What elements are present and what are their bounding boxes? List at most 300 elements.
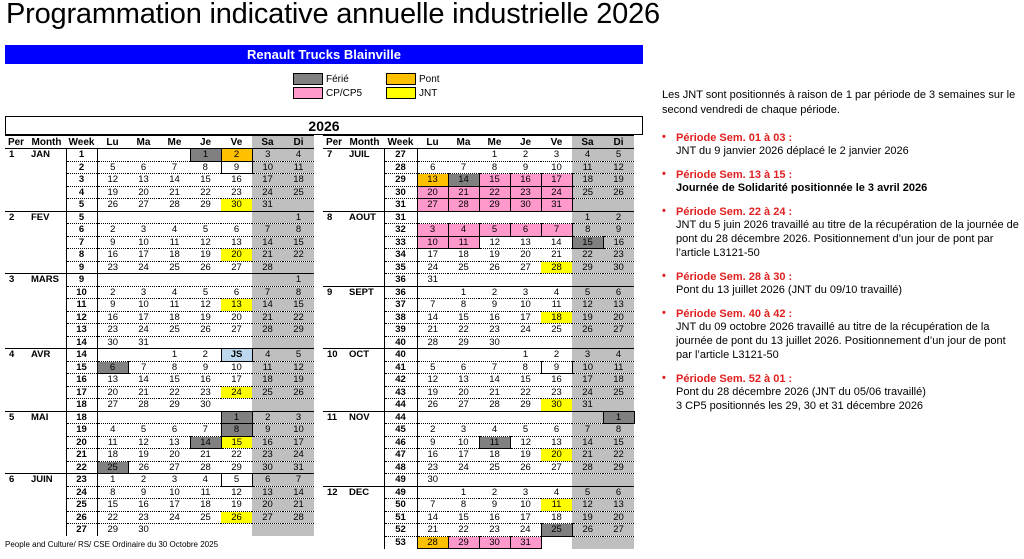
period-number <box>5 374 27 387</box>
legend-ferie-swatch <box>293 73 323 85</box>
day-cell: 1 <box>448 486 479 499</box>
day-cell: 20 <box>97 386 128 399</box>
day-cell: 11 <box>159 299 190 312</box>
day-cell: 10 <box>128 236 159 249</box>
week-number: 20 <box>66 436 97 449</box>
day-cell <box>283 261 314 274</box>
week-row <box>323 211 634 224</box>
note-body: Journée de Solidarité positionnée le 3 avril 2026 <box>676 182 928 194</box>
week-row <box>323 486 634 499</box>
day-cell: 11 <box>252 361 283 374</box>
day-cell: 28 <box>572 461 603 474</box>
month-name <box>27 299 66 312</box>
day-cell: 27 <box>221 324 252 337</box>
period-number <box>323 361 345 374</box>
week-row <box>5 324 314 337</box>
day-cell: 11 <box>541 299 572 312</box>
period-number <box>5 261 27 274</box>
day-cell: 9 <box>221 161 252 174</box>
week-number: 44 <box>384 411 417 424</box>
period-number <box>323 449 345 462</box>
day-cell: 9 <box>541 361 572 374</box>
month-name: JUIL <box>345 149 384 162</box>
day-cell: 21 <box>479 386 510 399</box>
week-row <box>323 511 634 524</box>
day-cell: 26 <box>603 186 634 199</box>
day-cell: 25 <box>252 386 283 399</box>
period-number <box>5 286 27 299</box>
period-number <box>5 174 27 187</box>
month-name <box>27 436 66 449</box>
day-cell: 15 <box>510 374 541 387</box>
day-cell: 12 <box>221 486 252 499</box>
day-cell: 20 <box>221 311 252 324</box>
week-row <box>323 411 634 424</box>
day-cell <box>159 524 190 536</box>
day-cell: 15 <box>283 236 314 249</box>
day-cell <box>510 411 541 424</box>
day-cell: 21 <box>541 249 572 262</box>
month-name <box>27 499 66 512</box>
day-cell <box>603 474 634 487</box>
notes-list <box>662 132 1022 413</box>
day-cell <box>417 149 448 162</box>
week-row <box>5 374 314 387</box>
day-cell: 23 <box>479 524 510 537</box>
day-cell: 16 <box>190 374 221 387</box>
day-cell: 22 <box>283 249 314 262</box>
day-cell: 16 <box>510 174 541 187</box>
day-cell: 12 <box>572 299 603 312</box>
day-cell: 28 <box>190 461 221 474</box>
day-cell: 30 <box>479 336 510 349</box>
day-cell: 17 <box>252 174 283 187</box>
day-cell <box>572 199 603 212</box>
day-cell: 22 <box>97 511 128 524</box>
day-cell: 8 <box>159 361 190 374</box>
col-header: Di <box>283 136 314 149</box>
period-number <box>5 449 27 462</box>
week-number: 30 <box>384 186 417 199</box>
day-cell: 13 <box>97 374 128 387</box>
day-cell: 24 <box>221 386 252 399</box>
day-cell: 18 <box>541 511 572 524</box>
day-cell <box>283 399 314 412</box>
day-cell: 19 <box>572 311 603 324</box>
day-cell: 5 <box>97 161 128 174</box>
day-cell: 1 <box>97 474 128 487</box>
day-cell: 6 <box>252 474 283 487</box>
day-cell: 5 <box>283 349 314 362</box>
week-number: 32 <box>384 224 417 237</box>
day-cell: 24 <box>159 511 190 524</box>
day-cell: 18 <box>159 249 190 262</box>
week-number: 43 <box>384 386 417 399</box>
day-cell: 9 <box>190 361 221 374</box>
day-cell: 24 <box>417 261 448 274</box>
period-number <box>323 261 345 274</box>
note-body: JNT du 5 juin 2026 travaillé au titre de la récupération de la journée de pont du 28 décembre 2026. Positionnement d’un jour de pont par l’article L3121-50 <box>676 219 1019 259</box>
day-cell <box>159 149 190 162</box>
day-cell: 24 <box>510 324 541 337</box>
period-number: 11 <box>323 411 345 424</box>
week-number: 25 <box>66 499 97 512</box>
week-number: 22 <box>66 461 97 474</box>
day-cell: 23 <box>128 511 159 524</box>
week-number: 11 <box>66 299 97 312</box>
day-cell: 1 <box>510 349 541 362</box>
month-name <box>345 524 384 537</box>
week-row <box>323 174 634 187</box>
week-row <box>5 386 314 399</box>
col-header: Me <box>159 136 190 149</box>
day-cell: 28 <box>479 399 510 412</box>
week-number: 40 <box>384 349 417 362</box>
day-cell: 11 <box>541 499 572 512</box>
day-cell: 28 <box>128 399 159 412</box>
day-cell: 1 <box>159 349 190 362</box>
month-name <box>27 224 66 237</box>
day-cell: 15 <box>221 436 252 449</box>
day-cell: 5 <box>510 424 541 437</box>
day-cell <box>479 349 510 362</box>
day-cell: 10 <box>572 361 603 374</box>
day-cell: 8 <box>572 224 603 237</box>
week-number: 2 <box>66 161 97 174</box>
day-cell: 19 <box>572 511 603 524</box>
period-number <box>323 461 345 474</box>
site-banner: Renault Trucks Blainville <box>5 45 643 64</box>
day-cell: 17 <box>417 249 448 262</box>
day-cell: 16 <box>479 311 510 324</box>
week-number: 17 <box>66 386 97 399</box>
note-heading: • Période Sem. 28 à 30 : <box>662 271 1022 283</box>
week-row <box>323 299 634 312</box>
period-number: 2 <box>5 211 27 224</box>
week-number: 35 <box>384 261 417 274</box>
period-number <box>323 249 345 262</box>
day-cell <box>572 474 603 487</box>
day-cell <box>283 336 314 349</box>
period-number <box>323 299 345 312</box>
day-cell: 1 <box>448 286 479 299</box>
week-row <box>5 311 314 324</box>
month-name <box>27 386 66 399</box>
note-item <box>662 206 1022 260</box>
note-body: JNT du 09 octobre 2026 travaillé au titre de la récupération de la journée de pont du 13 juillet 2026. Positionnement d’un jour de pont par l’article L3121-50 <box>676 321 1006 361</box>
day-cell: 9 <box>479 499 510 512</box>
day-cell: 5 <box>221 474 252 487</box>
week-row <box>5 361 314 374</box>
week-number: 9 <box>66 274 97 287</box>
day-cell: 29 <box>448 536 479 549</box>
period-number <box>5 461 27 474</box>
month-name <box>27 449 66 462</box>
day-cell <box>190 336 221 349</box>
day-cell: 17 <box>283 436 314 449</box>
month-name <box>27 161 66 174</box>
day-cell: 8 <box>283 286 314 299</box>
day-cell: 31 <box>510 536 541 549</box>
day-cell: 19 <box>510 449 541 462</box>
day-cell <box>448 411 479 424</box>
day-cell: 10 <box>221 361 252 374</box>
day-cell: 3 <box>448 424 479 437</box>
week-row <box>5 274 314 287</box>
day-cell: 10 <box>252 161 283 174</box>
period-number <box>5 361 27 374</box>
day-cell: 8 <box>283 224 314 237</box>
note-body: Pont du 28 décembre 2026 (JNT du 05/06 travaillé) 3 CP5 positionnés les 29, 30 et 31 décembre 2026 <box>676 386 926 412</box>
day-cell: 21 <box>448 186 479 199</box>
day-cell: 11 <box>572 161 603 174</box>
day-cell <box>128 411 159 424</box>
month-name <box>27 249 66 262</box>
day-cell: 26 <box>572 324 603 337</box>
day-cell <box>221 211 252 224</box>
note-body: Pont du 13 juillet 2026 (JNT du 09/10 travaillé) <box>676 284 903 296</box>
day-cell: 23 <box>97 261 128 274</box>
period-number <box>323 324 345 337</box>
day-cell <box>221 524 252 536</box>
day-cell: 20 <box>128 186 159 199</box>
day-cell: 14 <box>572 436 603 449</box>
day-cell: 17 <box>572 374 603 387</box>
week-row <box>323 349 634 362</box>
week-number: 38 <box>384 311 417 324</box>
day-cell: 8 <box>510 361 541 374</box>
calendar-table-right <box>323 135 635 549</box>
col-header: Ve <box>541 136 572 149</box>
period-number <box>5 324 27 337</box>
period-number <box>323 186 345 199</box>
period-number: 10 <box>323 349 345 362</box>
day-cell: 30 <box>603 261 634 274</box>
day-cell: 23 <box>417 461 448 474</box>
day-cell: 21 <box>128 386 159 399</box>
period-number: 12 <box>323 486 345 499</box>
day-cell: 15 <box>572 236 603 249</box>
week-row <box>323 386 634 399</box>
day-cell: 12 <box>417 374 448 387</box>
day-cell <box>221 336 252 349</box>
day-cell <box>572 274 603 287</box>
day-cell: 21 <box>283 499 314 512</box>
period-number <box>5 224 27 237</box>
col-header: Lu <box>97 136 128 149</box>
day-cell: 2 <box>541 349 572 362</box>
day-cell <box>479 211 510 224</box>
day-cell: 2 <box>252 411 283 424</box>
week-number: 18 <box>66 399 97 412</box>
day-cell <box>128 211 159 224</box>
period-number <box>5 511 27 524</box>
day-cell: 6 <box>97 361 128 374</box>
day-cell: 2 <box>417 424 448 437</box>
day-cell: 7 <box>190 424 221 437</box>
week-row <box>5 411 314 424</box>
day-cell: 5 <box>128 424 159 437</box>
day-cell <box>603 399 634 412</box>
week-row <box>5 161 314 174</box>
day-cell: 11 <box>97 436 128 449</box>
week-number: 52 <box>384 524 417 537</box>
day-cell: 9 <box>510 161 541 174</box>
day-cell <box>448 274 479 287</box>
week-row <box>323 261 634 274</box>
day-cell: 8 <box>603 424 634 437</box>
month-name <box>345 461 384 474</box>
month-name <box>345 499 384 512</box>
day-cell: 15 <box>448 511 479 524</box>
week-row <box>323 224 634 237</box>
week-number: 49 <box>384 474 417 487</box>
day-cell: 24 <box>283 449 314 462</box>
note-item <box>662 373 1022 413</box>
day-cell: 14 <box>479 374 510 387</box>
day-cell: 26 <box>510 461 541 474</box>
day-cell: 7 <box>283 474 314 487</box>
day-cell <box>572 336 603 349</box>
period-number <box>323 399 345 412</box>
day-cell: 29 <box>603 461 634 474</box>
week-number: 46 <box>384 436 417 449</box>
day-cell <box>128 274 159 287</box>
day-cell: 1 <box>283 211 314 224</box>
month-name <box>27 236 66 249</box>
week-number: 14 <box>66 349 97 362</box>
week-number: 21 <box>66 449 97 462</box>
day-cell: 27 <box>159 461 190 474</box>
day-cell: 12 <box>97 174 128 187</box>
day-cell <box>510 474 541 487</box>
day-cell: 12 <box>128 436 159 449</box>
day-cell: 3 <box>128 286 159 299</box>
day-cell <box>190 211 221 224</box>
week-row <box>5 149 314 162</box>
day-cell <box>190 274 221 287</box>
week-row <box>5 499 314 512</box>
week-number: 27 <box>66 524 97 536</box>
day-cell: 16 <box>603 236 634 249</box>
month-name <box>27 361 66 374</box>
week-row <box>323 499 634 512</box>
week-row <box>323 436 634 449</box>
day-cell: 16 <box>541 374 572 387</box>
day-cell <box>541 474 572 487</box>
month-name <box>345 374 384 387</box>
day-cell: 25 <box>159 261 190 274</box>
legend-jnt <box>386 87 437 99</box>
day-cell <box>510 211 541 224</box>
day-cell: 20 <box>541 449 572 462</box>
week-row <box>323 311 634 324</box>
day-cell: 19 <box>603 174 634 187</box>
day-cell: 25 <box>603 386 634 399</box>
day-cell: 10 <box>510 299 541 312</box>
calendar-left-half <box>5 135 323 536</box>
day-cell: 23 <box>97 324 128 337</box>
day-cell: 4 <box>448 224 479 237</box>
day-cell: 4 <box>190 474 221 487</box>
day-cell: 6 <box>221 224 252 237</box>
day-cell: 17 <box>128 311 159 324</box>
day-cell: 27 <box>541 461 572 474</box>
day-cell: 24 <box>572 386 603 399</box>
day-cell: 14 <box>283 486 314 499</box>
col-header: Week <box>384 136 417 149</box>
day-cell: 31 <box>128 336 159 349</box>
day-cell: 7 <box>417 499 448 512</box>
week-row <box>323 461 634 474</box>
month-name <box>27 399 66 412</box>
footer-note: People and Culture/ RS/ CSE Ordinaire du 30 Octobre 2025 <box>5 540 219 549</box>
month-name <box>345 299 384 312</box>
day-cell: 25 <box>283 186 314 199</box>
day-cell: 3 <box>572 349 603 362</box>
col-header: Ve <box>221 136 252 149</box>
day-cell: 29 <box>448 336 479 349</box>
day-cell: 27 <box>128 199 159 212</box>
week-number: 13 <box>66 324 97 337</box>
legend-ferie-label: Férié <box>326 73 349 85</box>
period-number <box>323 436 345 449</box>
week-number: 31 <box>384 211 417 224</box>
day-cell: 18 <box>159 311 190 324</box>
week-row <box>323 474 634 487</box>
month-name: FEV <box>27 211 66 224</box>
day-cell: 1 <box>190 149 221 162</box>
day-cell: 17 <box>128 249 159 262</box>
day-cell: 28 <box>283 511 314 524</box>
week-row <box>5 524 314 536</box>
day-cell: 15 <box>448 311 479 324</box>
month-name <box>345 386 384 399</box>
calendar-year: 2026 <box>5 116 643 135</box>
day-cell: 2 <box>97 286 128 299</box>
week-number: 6 <box>66 224 97 237</box>
month-name: AVR <box>27 349 66 362</box>
day-cell <box>252 336 283 349</box>
month-name: SEPT <box>345 286 384 299</box>
day-cell: 22 <box>448 524 479 537</box>
day-cell: 19 <box>479 249 510 262</box>
day-cell: 25 <box>541 524 572 537</box>
day-cell: 30 <box>190 399 221 412</box>
notes-panel <box>662 88 1022 424</box>
day-cell: 7 <box>417 299 448 312</box>
week-number: 50 <box>384 499 417 512</box>
day-cell: 13 <box>221 236 252 249</box>
day-cell: 28 <box>541 261 572 274</box>
day-cell: 22 <box>159 386 190 399</box>
period-number: 4 <box>5 349 27 362</box>
day-cell <box>417 486 448 499</box>
period-number <box>323 199 345 212</box>
period-number <box>5 161 27 174</box>
day-cell: 2 <box>221 149 252 162</box>
day-cell: 18 <box>603 374 634 387</box>
month-name <box>27 261 66 274</box>
week-number: 12 <box>66 311 97 324</box>
day-cell: 26 <box>190 261 221 274</box>
week-number: 4 <box>66 186 97 199</box>
week-row <box>323 199 634 212</box>
week-row <box>5 236 314 249</box>
day-cell: 13 <box>510 236 541 249</box>
day-cell: 18 <box>283 174 314 187</box>
day-cell: 27 <box>252 511 283 524</box>
